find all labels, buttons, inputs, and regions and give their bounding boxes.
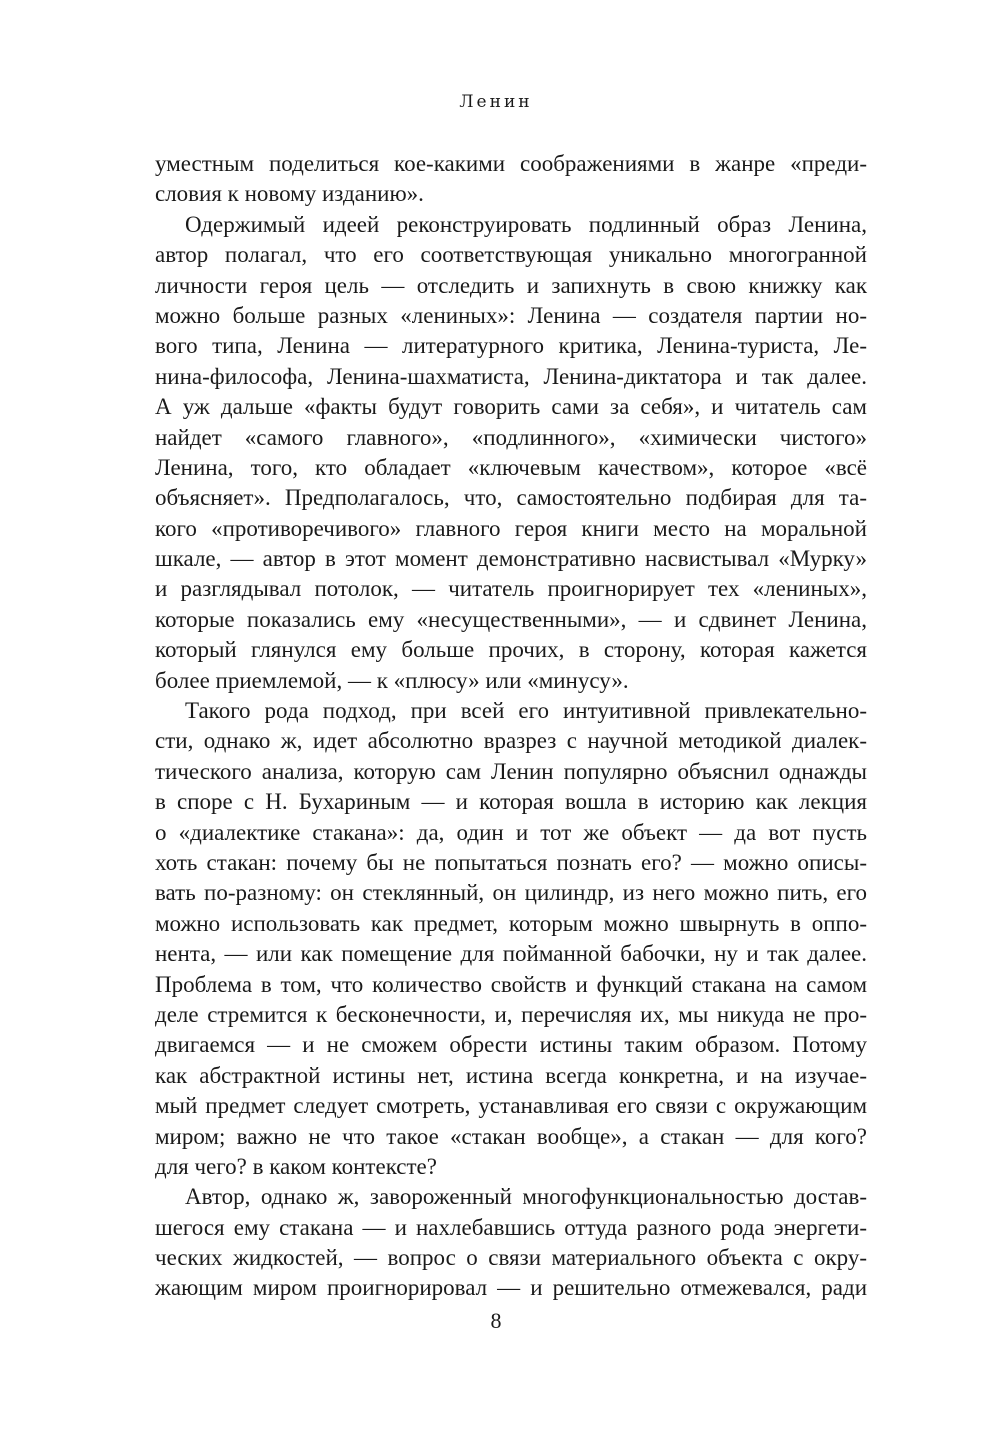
text-line: для чего? в каком контексте? <box>155 1153 437 1179</box>
text-line: Ленина, того, кто обладает «ключевым качеством», которое «всё <box>155 454 867 480</box>
text-line: шегося ему стакана — и нахлебавшись оттуда разного рода энергети- <box>155 1214 867 1240</box>
text-line: который глянулся ему больше прочих, в сторону, которая кажется <box>155 637 867 663</box>
text-line: Автор, однако ж, завороженный многофункциональностью достав- <box>185 1184 867 1210</box>
text-line: двигаемся — и не сможем обрести истины таким образом. Потому <box>155 1032 867 1058</box>
text-line: хоть стакан: почему бы не попытаться познать его? — можно описы- <box>155 849 867 875</box>
text-line: вать по-разному: он стеклянный, он цилиндр, из него можно пить, его <box>155 880 867 906</box>
text-line: словия к новому изданию». <box>155 181 424 207</box>
text-line: вого типа, Ленина — литературного критика, Ленина-туриста, Ле- <box>155 333 867 359</box>
text-line: деле стремится к бесконечности, и, перечисляя их, мы никуда не про- <box>155 1001 867 1027</box>
text-line: Проблема в том, что количество свойств и функций стакана на самом <box>155 971 867 997</box>
text-line: объясняет». Предполагалось, что, самостоятельно подбирая для та- <box>155 485 867 511</box>
body-text <box>155 149 867 1304</box>
text-line: Такого рода подход, при всей его интуитивной привлекательно- <box>185 698 867 724</box>
text-line: кого «противоречивого» главного героя книги место на моральной <box>155 515 867 541</box>
text-line: миром; важно не что такое «стакан вообще», а стакан — для кого? <box>155 1123 867 1149</box>
running-head: Ленин <box>459 92 533 112</box>
text-line: жающим миром проигнорировал — и решительно отмежевался, ради <box>155 1275 867 1301</box>
text-line: уместным поделиться кое-какими соображениями в жанре «преди- <box>155 151 867 176</box>
text-line: мый предмет следует смотреть, устанавливая его связи с окружающим <box>155 1093 867 1119</box>
text-line: можно использовать как предмет, которым можно швырнуть в оппо- <box>155 910 867 936</box>
text-line: можно больше разных «лениных»: Ленина — создателя партии но- <box>155 302 867 328</box>
text-line: личности героя цель — отследить и запихнуть в свою книжку как <box>155 272 867 298</box>
page-number: 8 <box>490 1308 502 1333</box>
text-line: ческих жидкостей, — вопрос о связи материального объекта с окру- <box>155 1245 867 1271</box>
text-line: Одержимый идеей реконструировать подлинный образ Ленина, <box>185 211 867 237</box>
text-line: нина-философа, Ленина-шахматиста, Ленина-диктатора и так далее. <box>155 363 867 389</box>
text-line: автор полагал, что его соответствующая уникально многогранной <box>155 242 867 268</box>
text-line: шкале, — автор в этот момент демонстративно насвистывал «Мурку» <box>155 546 867 572</box>
text-line: о «диалектике стакана»: да, один и тот же объект — да вот пусть <box>155 819 867 845</box>
text-line: сти, однако ж, идет абсолютно вразрез с научной методикой диалек- <box>155 728 867 754</box>
text-line: как абстрактной истины нет, истина всегда конкретна, и на изучае- <box>155 1062 867 1088</box>
text-line: тического анализа, которую сам Ленин популярно объяснил однажды <box>155 758 867 784</box>
text-line: найдет «самого главного», «подлинного», «химически чистого» <box>155 424 867 450</box>
text-line: нента, — или как помещение для пойманной бабочки, ну и так далее. <box>155 941 867 967</box>
text-line: более приемлемой, — к «плюсу» или «минусу». <box>155 667 629 693</box>
text-line: в споре с Н. Бухариным — и которая вошла в историю как лекция <box>155 789 867 815</box>
text-line: и разглядывал потолок, — читатель проигнорирует тех «лениных», <box>155 576 867 602</box>
text-line: которые показались ему «несущественными», — и сдвинет Ленина, <box>155 606 867 632</box>
text-line: А уж дальше «факты будут говорить сами за себя», и читатель сам <box>155 394 867 420</box>
